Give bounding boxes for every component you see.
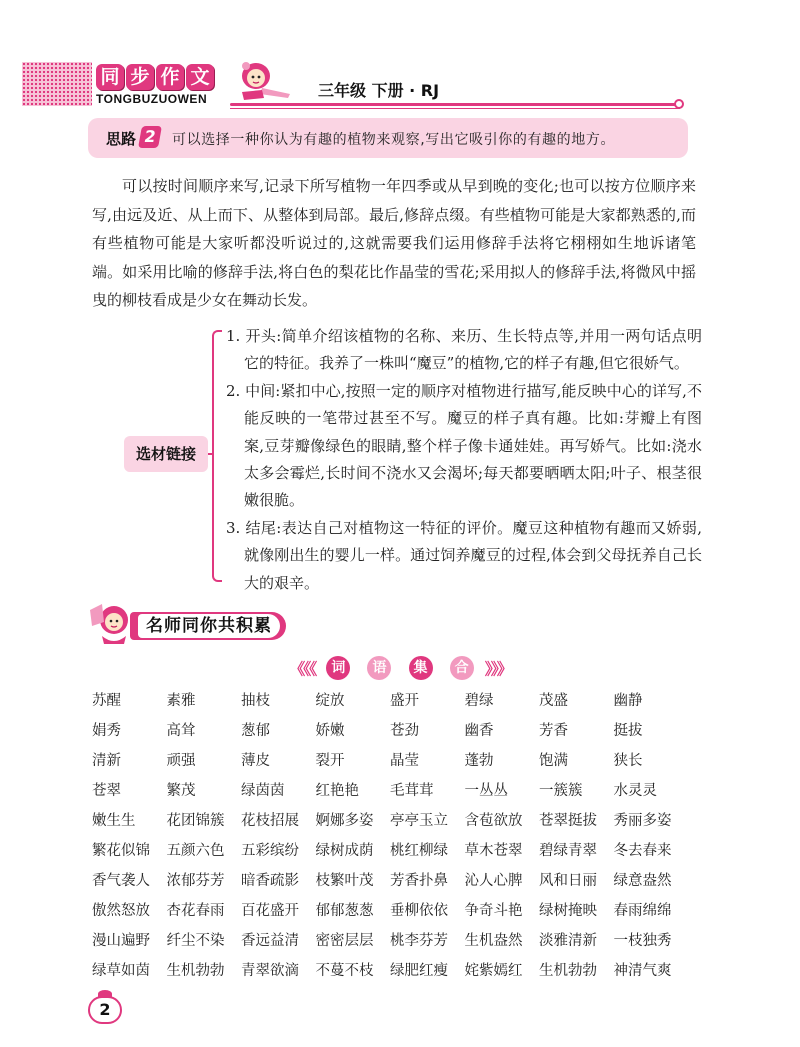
header-rule-end	[674, 99, 684, 109]
word-item: 娇嫩	[315, 723, 345, 739]
word-item: 姹紫嫣红	[464, 963, 523, 979]
title-char: 文	[186, 64, 214, 90]
materials-label: 选材链接	[124, 436, 208, 472]
word-item: 抽枝	[241, 693, 270, 709]
word-item: 苍劲	[390, 723, 419, 739]
word-collection-title	[0, 656, 800, 680]
word-item: 生机盎然	[464, 933, 523, 949]
word-item: 五彩缤纷	[241, 843, 299, 859]
word-item: 冬去春来	[613, 843, 672, 859]
word-item: 狭长	[613, 753, 643, 769]
word-item: 繁茂	[166, 783, 196, 799]
word-item: 嫩生生	[92, 813, 136, 829]
word-item: 苏醒	[92, 693, 121, 709]
word-item: 幽香	[464, 723, 494, 739]
word-grid	[92, 686, 688, 986]
word-item: 青翠欲滴	[241, 963, 299, 979]
word-item: 一枝独秀	[613, 933, 672, 949]
list-item: 2. 中间:紧扣中心,按照一定的顺序对植物进行描写,能反映中心的详写,不能反映的一笔带过甚至不写。魔豆的样子真有趣。比如:芽瓣上有图案,豆芽瓣像绿色的眼睛,整个样子像卡通娃娃。再写娇气。比如:浇水太多会霉烂,长时间不浇水又会渴坏;每天都要晒晒太阳;叶子、根茎很嫩很脆。	[226, 381, 702, 510]
list-item: 3. 结尾:表达自己对植物这一特征的评价。魔豆这种植物有趣而又娇弱,就像刚出生的婴儿一样。通过饲养魔豆的过程,体会到父母抚养自己长大的艰辛。	[226, 518, 702, 592]
word-item: 花团锦簇	[166, 813, 225, 829]
word-item: 傲然怒放	[92, 903, 150, 919]
word-item: 碧绿青翠	[539, 843, 597, 859]
page-number: 2	[88, 996, 122, 1024]
left-arrows: 《《《	[289, 659, 316, 679]
word-item: 漫山遍野	[92, 933, 150, 949]
word-item: 绿树成荫	[315, 843, 374, 859]
word-item: 碧绿	[464, 693, 494, 709]
word-item: 水灵灵	[613, 783, 657, 799]
title-char: 同	[96, 64, 124, 90]
book-title	[96, 64, 214, 90]
word-item: 葱郁	[241, 723, 270, 739]
word-item: 桃李芬芳	[390, 933, 448, 949]
word-item: 生机勃勃	[166, 963, 225, 979]
word-item: 一簇簇	[539, 783, 583, 799]
book-title-pinyin: TONGBUZUOWEN	[96, 92, 208, 106]
thinking-label: 思路	[106, 130, 137, 148]
materials-list	[226, 323, 702, 597]
word-item: 晶莹	[390, 753, 419, 769]
word-item: 含苞欲放	[464, 813, 523, 829]
word-item: 秀丽多姿	[613, 813, 672, 829]
method-paragraph: 可以按时间顺序来写,记录下所写植物一年四季或从早到晚的变化;也可以按方位顺序来写,由远及近、从上而下、从整体到局部。最后,修辞点缀。有些植物可能是大家都熟悉的,而有些植物可能是大家听都没听说过的,这就需要我们运用修辞手法将它栩栩如生地诉诸笔端。如采用比喻的修辞手法,将白色的梨花比作晶莹的雪花;采用拟人的修辞手法,将微风中摇曳的柳枝看成是少女在舞动长发。	[92, 177, 696, 309]
word-item: 桃红柳绿	[390, 843, 448, 859]
word-item: 绽放	[315, 693, 345, 709]
word-item: 纤尘不染	[166, 933, 225, 949]
word-item: 绿茵茵	[241, 783, 285, 799]
word-item: 杏花春雨	[166, 903, 225, 919]
header-rule	[230, 103, 680, 106]
word-item: 芳香	[539, 723, 568, 739]
cartoon-girl-icon	[232, 58, 294, 106]
word-item: 神清气爽	[613, 963, 672, 979]
word-item: 浓郁芬芳	[166, 873, 225, 889]
word-item: 绿草如茵	[92, 963, 150, 979]
word-title-char: 词	[326, 656, 350, 680]
word-item: 暗香疏影	[241, 873, 299, 889]
word-item: 香气袭人	[92, 873, 150, 889]
section-banner-title: 名师同你共积累	[138, 614, 280, 638]
word-item: 生机勃勃	[539, 963, 597, 979]
word-item: 红艳艳	[315, 783, 359, 799]
list-item: 1. 开头:简单介绍该植物的名称、来历、生长特点等,并用一两句话点明它的特征。我养了一株叫“魔豆”的植物,它的样子有趣,但它很娇气。	[226, 327, 702, 373]
word-item: 垂柳依依	[390, 903, 448, 919]
title-char: 作	[156, 64, 184, 90]
word-item: 茂盛	[539, 693, 568, 709]
word-item: 沁人心脾	[464, 873, 523, 889]
thinking-number: 2	[138, 126, 162, 148]
word-item: 苍翠挺拔	[539, 813, 597, 829]
word-item: 饱满	[539, 753, 568, 769]
word-item: 繁花似锦	[92, 843, 150, 859]
word-item: 花枝招展	[241, 813, 299, 829]
word-item: 苍翠	[92, 783, 121, 799]
word-item: 盛开	[390, 693, 419, 709]
word-item: 密密层层	[315, 933, 374, 949]
word-title-char: 语	[367, 656, 391, 680]
word-item: 香远益清	[241, 933, 299, 949]
word-item: 清新	[92, 753, 121, 769]
title-char: 步	[126, 64, 154, 90]
word-item: 百花盛开	[241, 903, 299, 919]
word-item: 幽静	[613, 693, 643, 709]
word-item: 风和日丽	[539, 873, 597, 889]
word-item: 争奇斗艳	[464, 903, 523, 919]
word-item: 淡雅清新	[539, 933, 597, 949]
word-item: 不蔓不枝	[315, 963, 374, 979]
word-item: 高耸	[166, 723, 196, 739]
word-item: 毛茸茸	[390, 783, 434, 799]
word-item: 绿意盎然	[613, 873, 672, 889]
materials-brace	[212, 330, 222, 582]
word-item: 草木苍翠	[464, 843, 523, 859]
word-item: 绿肥红瘦	[390, 963, 448, 979]
word-item: 裂开	[315, 753, 345, 769]
word-item: 五颜六色	[166, 843, 225, 859]
word-item: 亭亭玉立	[390, 813, 448, 829]
word-item: 婀娜多姿	[315, 813, 374, 829]
word-item: 挺拔	[613, 723, 643, 739]
thinking-text: 可以选择一种你认为有趣的植物来观察,写出它吸引你的有趣的地方。	[172, 132, 616, 148]
word-item: 枝繁叶茂	[315, 873, 374, 889]
header-rule-thin	[230, 108, 680, 109]
word-item: 郁郁葱葱	[315, 903, 374, 919]
right-arrows: 》》》	[484, 659, 511, 679]
word-item: 芳香扑鼻	[390, 873, 448, 889]
word-item: 一丛丛	[464, 783, 508, 799]
word-item: 娟秀	[92, 723, 121, 739]
word-item: 绿树掩映	[539, 903, 597, 919]
grade-label: 三年级 下册 · RJ	[318, 81, 440, 100]
word-title-char: 合	[450, 656, 474, 680]
word-item: 顽强	[166, 753, 196, 769]
word-item: 蓬勃	[464, 753, 494, 769]
header-dot-pattern	[22, 62, 92, 106]
word-item: 春雨绵绵	[613, 903, 672, 919]
word-title-char: 集	[409, 656, 433, 680]
word-item: 薄皮	[241, 753, 270, 769]
word-item: 素雅	[166, 693, 196, 709]
